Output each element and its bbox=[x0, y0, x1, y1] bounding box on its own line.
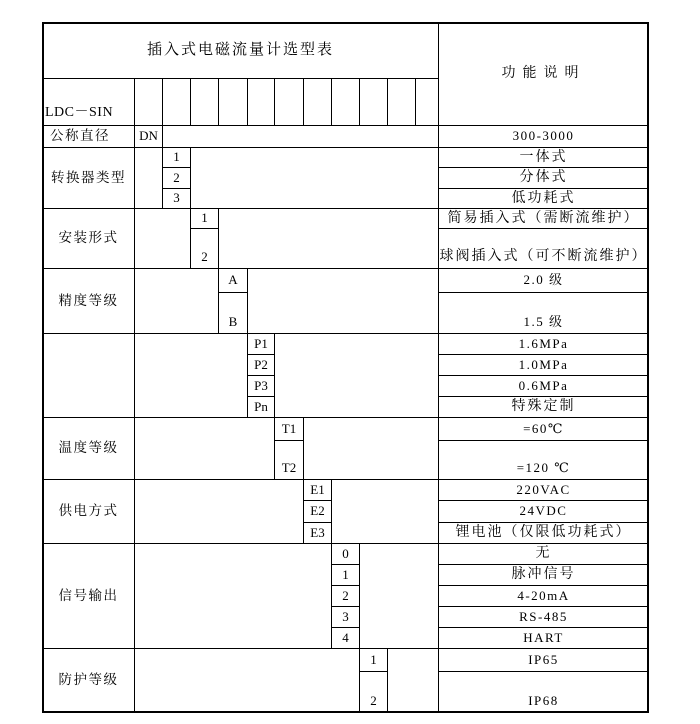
empty-cell bbox=[247, 268, 439, 334]
section-label-temperature-class: 温度等级 bbox=[42, 417, 135, 480]
function-description-header: 功能说明 bbox=[438, 22, 649, 126]
empty-cell bbox=[274, 333, 439, 418]
desc-cell: =120 ℃ bbox=[438, 440, 649, 480]
section-label-signal-output: 信号输出 bbox=[42, 543, 135, 649]
code-cell: 4 bbox=[331, 627, 360, 649]
empty-cell bbox=[134, 543, 332, 649]
desc-cell: 2.0 级 bbox=[438, 268, 649, 293]
code-cell: 1 bbox=[359, 648, 388, 672]
code-cell: 1 bbox=[190, 208, 219, 229]
desc-cell: 300-3000 bbox=[438, 125, 649, 148]
code-cell: 0 bbox=[331, 543, 360, 565]
desc-cell: 24VDC bbox=[438, 500, 649, 523]
desc-cell: 低功耗式 bbox=[438, 188, 649, 209]
desc-cell: =60℃ bbox=[438, 417, 649, 441]
section-label-installation-type: 安装形式 bbox=[42, 208, 135, 269]
desc-cell: 球阀插入式（可不断流维护） bbox=[438, 228, 649, 269]
empty-cell bbox=[190, 147, 439, 209]
desc-cell: 脉冲信号 bbox=[438, 564, 649, 586]
code-cell: P3 bbox=[247, 375, 275, 397]
model-code-box bbox=[359, 78, 388, 126]
code-cell: 3 bbox=[331, 606, 360, 628]
model-code-box bbox=[190, 78, 219, 126]
code-cell: E2 bbox=[303, 500, 332, 523]
desc-cell: IP65 bbox=[438, 648, 649, 672]
desc-cell: 1.0MPa bbox=[438, 354, 649, 376]
code-cell: 2 bbox=[359, 671, 388, 713]
desc-cell: 1.6MPa bbox=[438, 333, 649, 355]
model-code-box bbox=[331, 78, 360, 126]
desc-cell: 分体式 bbox=[438, 167, 649, 189]
code-cell: 3 bbox=[162, 188, 191, 209]
empty-cell bbox=[303, 417, 439, 480]
code-cell: Pn bbox=[247, 396, 275, 418]
code-cell: DN bbox=[134, 125, 163, 148]
empty-cell bbox=[331, 479, 439, 544]
desc-cell: 一体式 bbox=[438, 147, 649, 168]
code-cell: E1 bbox=[303, 479, 332, 501]
code-cell: B bbox=[218, 292, 248, 334]
model-code-box bbox=[387, 78, 416, 126]
code-cell: 1 bbox=[331, 564, 360, 586]
desc-cell: IP68 bbox=[438, 671, 649, 713]
desc-cell: 0.6MPa bbox=[438, 375, 649, 397]
code-cell: T2 bbox=[274, 440, 304, 480]
model-code-box bbox=[415, 78, 439, 126]
desc-cell: RS-485 bbox=[438, 606, 649, 628]
section-label-pressure-class bbox=[42, 333, 135, 418]
empty-cell bbox=[134, 417, 275, 480]
section-label-power-supply: 供电方式 bbox=[42, 479, 135, 544]
model-code-box bbox=[247, 78, 275, 126]
desc-cell: 锂电池（仅限低功耗式） bbox=[438, 522, 649, 544]
empty-cell bbox=[134, 147, 163, 209]
model-code-box bbox=[134, 78, 163, 126]
empty-cell bbox=[134, 333, 248, 418]
model-code-prefix: LDC－SIN bbox=[42, 78, 135, 126]
model-code-box bbox=[218, 78, 248, 126]
section-label-accuracy-class: 精度等级 bbox=[42, 268, 135, 334]
desc-cell: HART bbox=[438, 627, 649, 649]
code-cell: 2 bbox=[190, 228, 219, 269]
code-cell: 2 bbox=[162, 167, 191, 189]
code-cell: A bbox=[218, 268, 248, 293]
code-cell: E3 bbox=[303, 522, 332, 544]
empty-cell bbox=[134, 648, 360, 713]
empty-cell bbox=[134, 208, 191, 269]
desc-cell: 无 bbox=[438, 543, 649, 565]
selection-table-title: 插入式电磁流量计选型表 bbox=[42, 22, 439, 79]
empty-cell bbox=[162, 125, 439, 148]
empty-cell bbox=[387, 648, 439, 713]
code-cell: P2 bbox=[247, 354, 275, 376]
empty-cell bbox=[134, 479, 304, 544]
section-label-protection-class: 防护等级 bbox=[42, 648, 135, 713]
desc-cell: 1.5 级 bbox=[438, 292, 649, 334]
model-code-box bbox=[274, 78, 304, 126]
code-cell: 1 bbox=[162, 147, 191, 168]
desc-cell: 简易插入式（需断流维护） bbox=[438, 208, 649, 229]
empty-cell bbox=[359, 543, 439, 649]
desc-cell: 220VAC bbox=[438, 479, 649, 501]
desc-cell: 4-20mA bbox=[438, 585, 649, 607]
model-code-box bbox=[162, 78, 191, 126]
section-label-converter-type: 转换器类型 bbox=[42, 147, 135, 209]
model-code-box bbox=[303, 78, 332, 126]
empty-cell bbox=[218, 208, 439, 269]
desc-cell: 特殊定制 bbox=[438, 396, 649, 418]
section-label-nominal-diameter: 公称直径 bbox=[42, 125, 135, 148]
code-cell: 2 bbox=[331, 585, 360, 607]
empty-cell bbox=[134, 268, 219, 334]
code-cell: P1 bbox=[247, 333, 275, 355]
code-cell: T1 bbox=[274, 417, 304, 441]
